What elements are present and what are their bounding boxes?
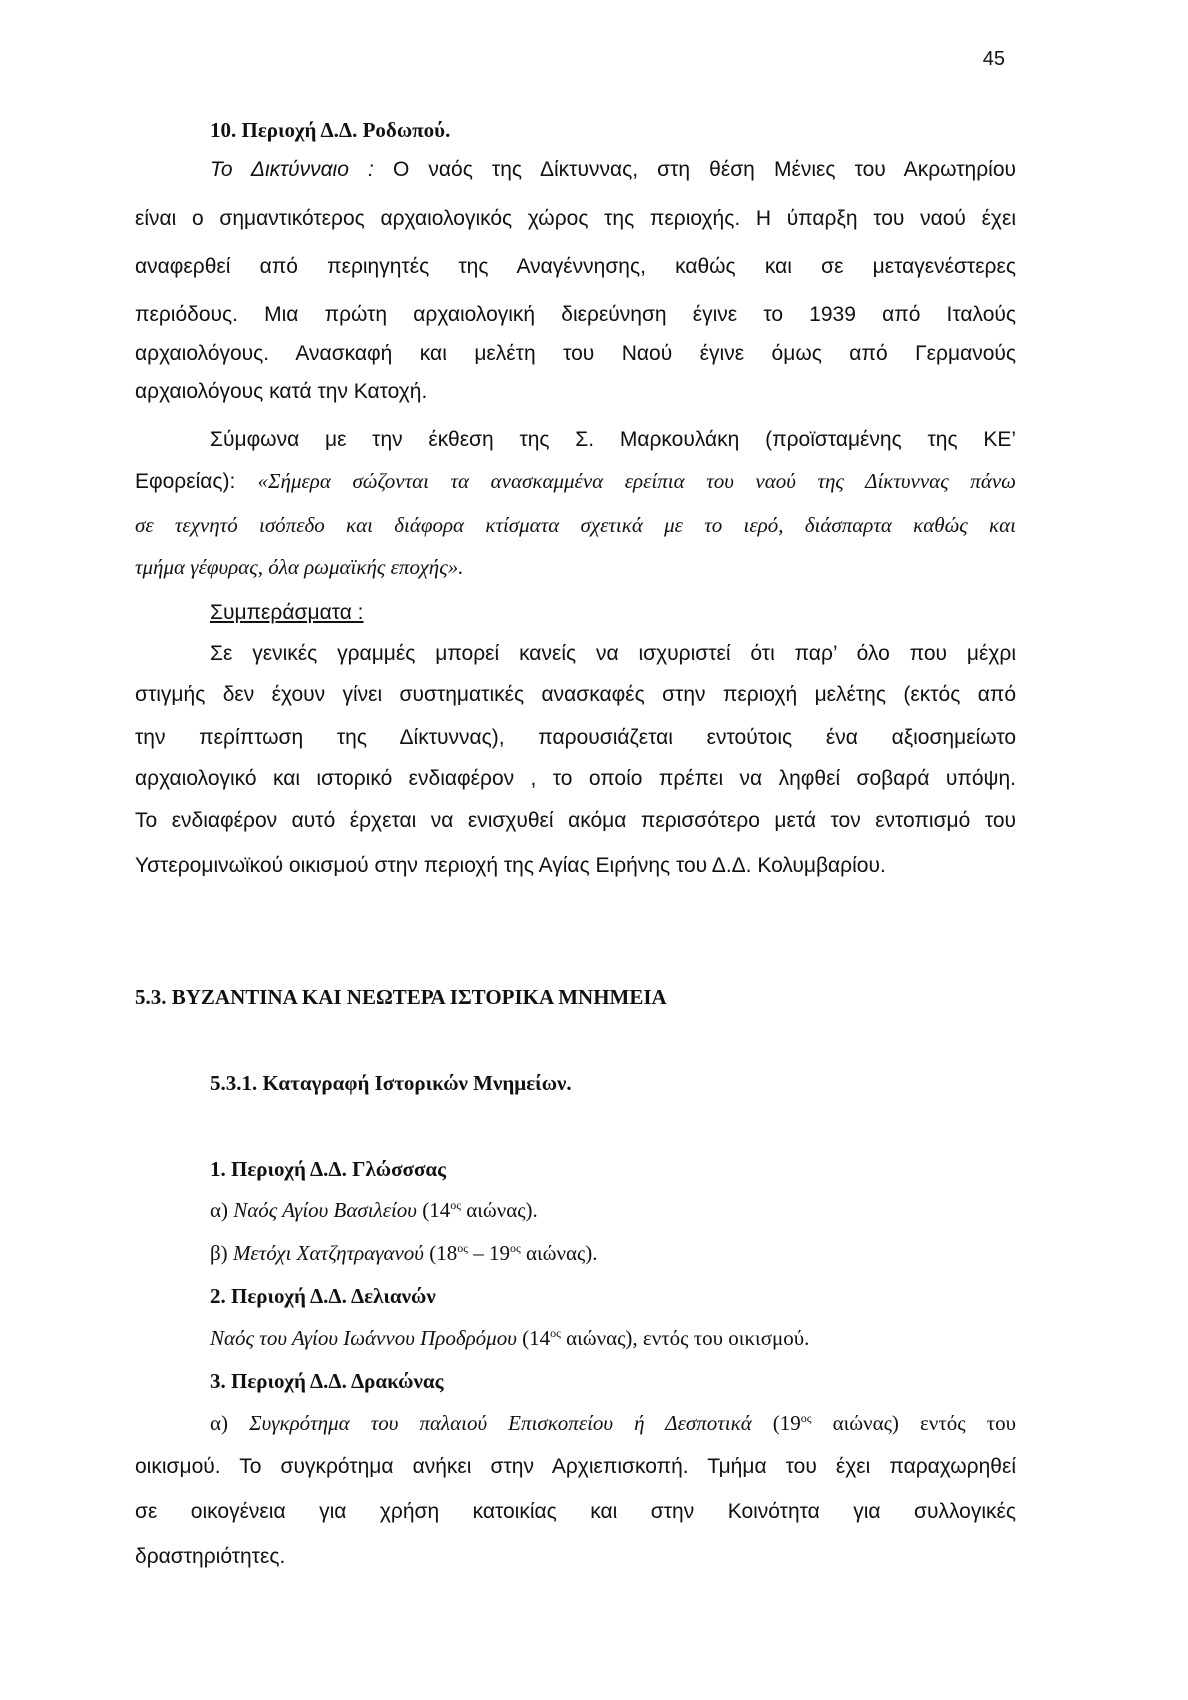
paragraph-3-line-1: Σε γενικές γραμμές μπορεί κανείς να ισχυριστεί ότι παρ’ όλο που μέχρι	[210, 642, 1016, 665]
conclusions-label: Συμπεράσματα :	[210, 601, 364, 624]
paragraph-1-line-1: Το Δικτύνναιο : Ο ναός της Δίκτυννας, στη θέση Μένιες του Ακρωτηρίου	[210, 158, 1016, 181]
item-2-line: Ναός του Αγίου Ιωάννου Προδρόμου ($14^{o\varsigma}$ αιώνας), εντός του οικισμού.	[210, 1326, 810, 1350]
quote-start: «Σήμερα σώζονται τα ανασκαμμένα ερείπια του ναού της Δίκτυννας πάνω	[257, 469, 1017, 493]
item-3-line-2: οικισμού. Το συγκρότημα ανήκει στην Αρχιεπισκοπή. Τμήμα του έχει παραχωρηθεί	[135, 1455, 1016, 1478]
paragraph-1-line-2: είναι ο σημαντικότερος αρχαιολογικός χώρος της περιοχής. Η ύπαρξη του ναού έχει	[135, 207, 1016, 230]
item-3-line-4: δραστηριότητες.	[135, 1545, 286, 1568]
paragraph-3-line-6: Υστερομινωϊκού οικισμού στην περιοχή της Αγίας Ειρήνης του Δ.Δ. Κολυμβαρίου.	[135, 854, 886, 877]
paragraph-3-line-2: στιγμής δεν έχουν γίνει συστηματικές ανασκαφές στην περιοχή μελέτης (εκτός από	[135, 683, 1016, 706]
paragraph-3-line-4: αρχαιολογικό και ιστορικό ενδιαφέρον , το οποίο πρέπει να ληφθεί σοβαρά υπόψη.	[135, 767, 1016, 790]
item-1-b: β) Μετόχι Χατζητραγανού ($18^{o\varsigma} - 19^{o\varsigma}$ αιώνας).	[210, 1241, 598, 1265]
paragraph-1-line-4: περιόδους. Μια πρώτη αρχαιολογική διερεύνηση έγινε το 1939 από Ιταλούς	[135, 303, 1016, 326]
paragraph-2-line-2: Εφορείας): «Σήμερα σώζονται τα ανασκαμμένα ερείπια του ναού της Δίκτυννας πάνω	[135, 469, 1017, 493]
dictynnaio-label: Το Δικτύνναιο :	[210, 158, 374, 181]
paragraph-1-line-6: αρχαιολόγους κατά την Κατοχή.	[135, 380, 428, 403]
paragraph-2-line-1: Σύμφωνα με την έκθεση της Σ. Μαρκουλάκη (προϊσταμένης της ΚΕ’	[210, 428, 1016, 451]
item-3-heading: 3. Περιοχή Δ.Δ. Δρακώνας	[210, 1369, 444, 1393]
section-5-3-heading: 5.3. ΒΥΖΑΝΤΙΝΑ ΚΑΙ ΝΕΩΤΕΡΑ ΙΣΤΟΡΙΚΑ ΜΝΗΜΕΙΑ	[135, 985, 667, 1009]
item-3-line-1: α) Συγκρότημα του παλαιού Επισκοπείου ή Δεσποτικά ($19^{o\varsigma}$ αιώνας) εντός του	[210, 1411, 1017, 1435]
paragraph-1-line-5: αρχαιολόγους. Ανασκαφή και μελέτη του Ναού έγινε όμως από Γερμανούς	[135, 342, 1016, 365]
item-3-line-3: σε οικογένεια για χρήση κατοικίας και στην Κοινότητα για συλλογικές	[135, 1500, 1016, 1523]
item-1-a: α) Ναός Αγίου Βασιλείου ($14^{o\varsigma}$ αιώνας).	[210, 1198, 538, 1222]
paragraph-2-line-3: σε τεχνητό ισόπεδο και διάφορα κτίσματα σχετικά με το ιερό, διάσπαρτα καθώς και	[135, 513, 1016, 537]
paragraph-2-line-4: τμήμα γέφυρας, όλα ρωμαϊκής εποχής».	[135, 555, 464, 579]
paragraph-3-line-3: την περίπτωση της Δίκτυννας), παρουσιάζεται εντούτοις ένα αξιοσημείωτο	[135, 726, 1016, 749]
item-1-heading: 1. Περιοχή Δ.Δ. Γλώσσσας	[210, 1157, 446, 1181]
paragraph-1-line-3: αναφερθεί από περιηγητές της Αναγέννησης, καθώς και σε μεταγενέστερες	[135, 255, 1016, 278]
page-number: 45	[982, 48, 1005, 70]
paragraph-3-line-5: Το ενδιαφέρον αυτό έρχεται να ενισχυθεί ακόμα περισσότερο μετά τον εντοπισμό του	[135, 809, 1016, 832]
section-10-heading: 10. Περιοχή Δ.Δ. Ροδωπού.	[210, 118, 451, 142]
item-2-heading: 2. Περιοχή Δ.Δ. Δελιανών	[210, 1284, 436, 1308]
section-5-3-1-heading: 5.3.1. Καταγραφή Ιστορικών Μνημείων.	[210, 1071, 572, 1095]
